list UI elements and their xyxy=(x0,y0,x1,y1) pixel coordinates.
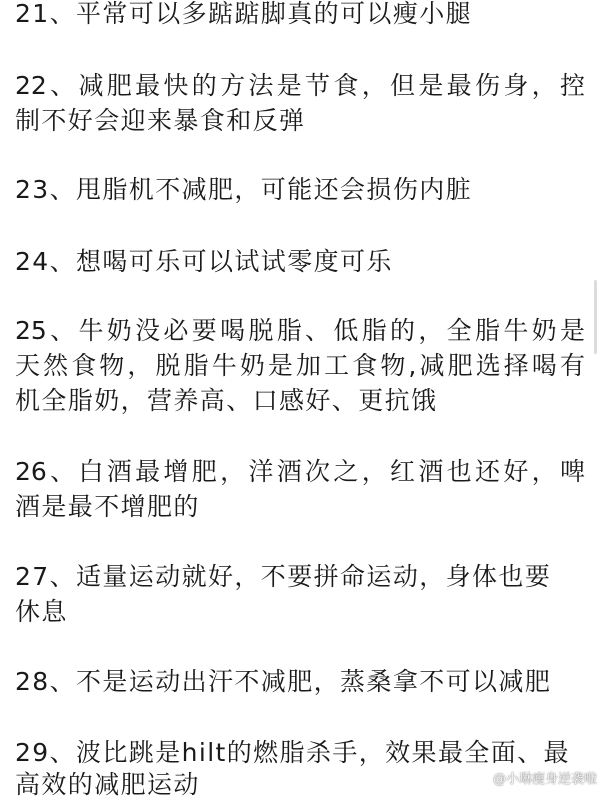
list-item xyxy=(15,72,585,135)
list-item xyxy=(15,0,585,28)
list-item-line: 制不好会迎来暴食和反弹 xyxy=(15,107,306,135)
list-item-line: 酒是最不增肥的 xyxy=(15,493,200,521)
list-item-line: 高效的减肥运动 xyxy=(15,771,200,799)
list-item xyxy=(15,563,585,626)
list-item-line: 23、甩脂机不减肥，可能还会损伤内脏 xyxy=(15,176,473,204)
list-item-line: 29、波比跳是hilt的燃脂杀手，效果最全面、最 xyxy=(15,739,570,767)
list-item xyxy=(15,176,585,204)
list-item-line: 25、牛奶没必要喝脱脂、低脂的，全脂牛奶是 xyxy=(15,317,585,345)
list-item xyxy=(15,668,585,696)
list-item-line: 27、适量运动就好，不要拼命运动，身体也要 xyxy=(15,563,552,591)
list-item-line: 26、白酒最增肥，洋酒次之，红酒也还好，啤 xyxy=(15,458,585,486)
scrollbar-thumb[interactable] xyxy=(594,280,597,354)
watermark: @小琳瘦身逆袭啦 xyxy=(492,772,597,787)
list-item-line: 21、平常可以多踮踮脚真的可以瘦小腿 xyxy=(15,0,473,28)
list-item xyxy=(15,458,585,521)
list-item xyxy=(15,248,585,276)
list-item-line: 24、想喝可乐可以试试零度可乐 xyxy=(15,248,393,276)
list-item-line: 28、不是运动出汗不减肥，蒸桑拿不可以减肥 xyxy=(15,668,552,696)
list-item-line: 22、减肥最快的方法是节食，但是最伤身，控 xyxy=(15,72,585,100)
list-item-line: 休息 xyxy=(15,598,68,626)
list-item xyxy=(15,739,585,799)
list-item-line: 机全脂奶，营养高、口感好、更抗饿 xyxy=(15,387,438,415)
list-item xyxy=(15,317,585,415)
list-item-line: 天然食物，脱脂牛奶是加工食物,减肥选择喝有 xyxy=(15,352,585,380)
